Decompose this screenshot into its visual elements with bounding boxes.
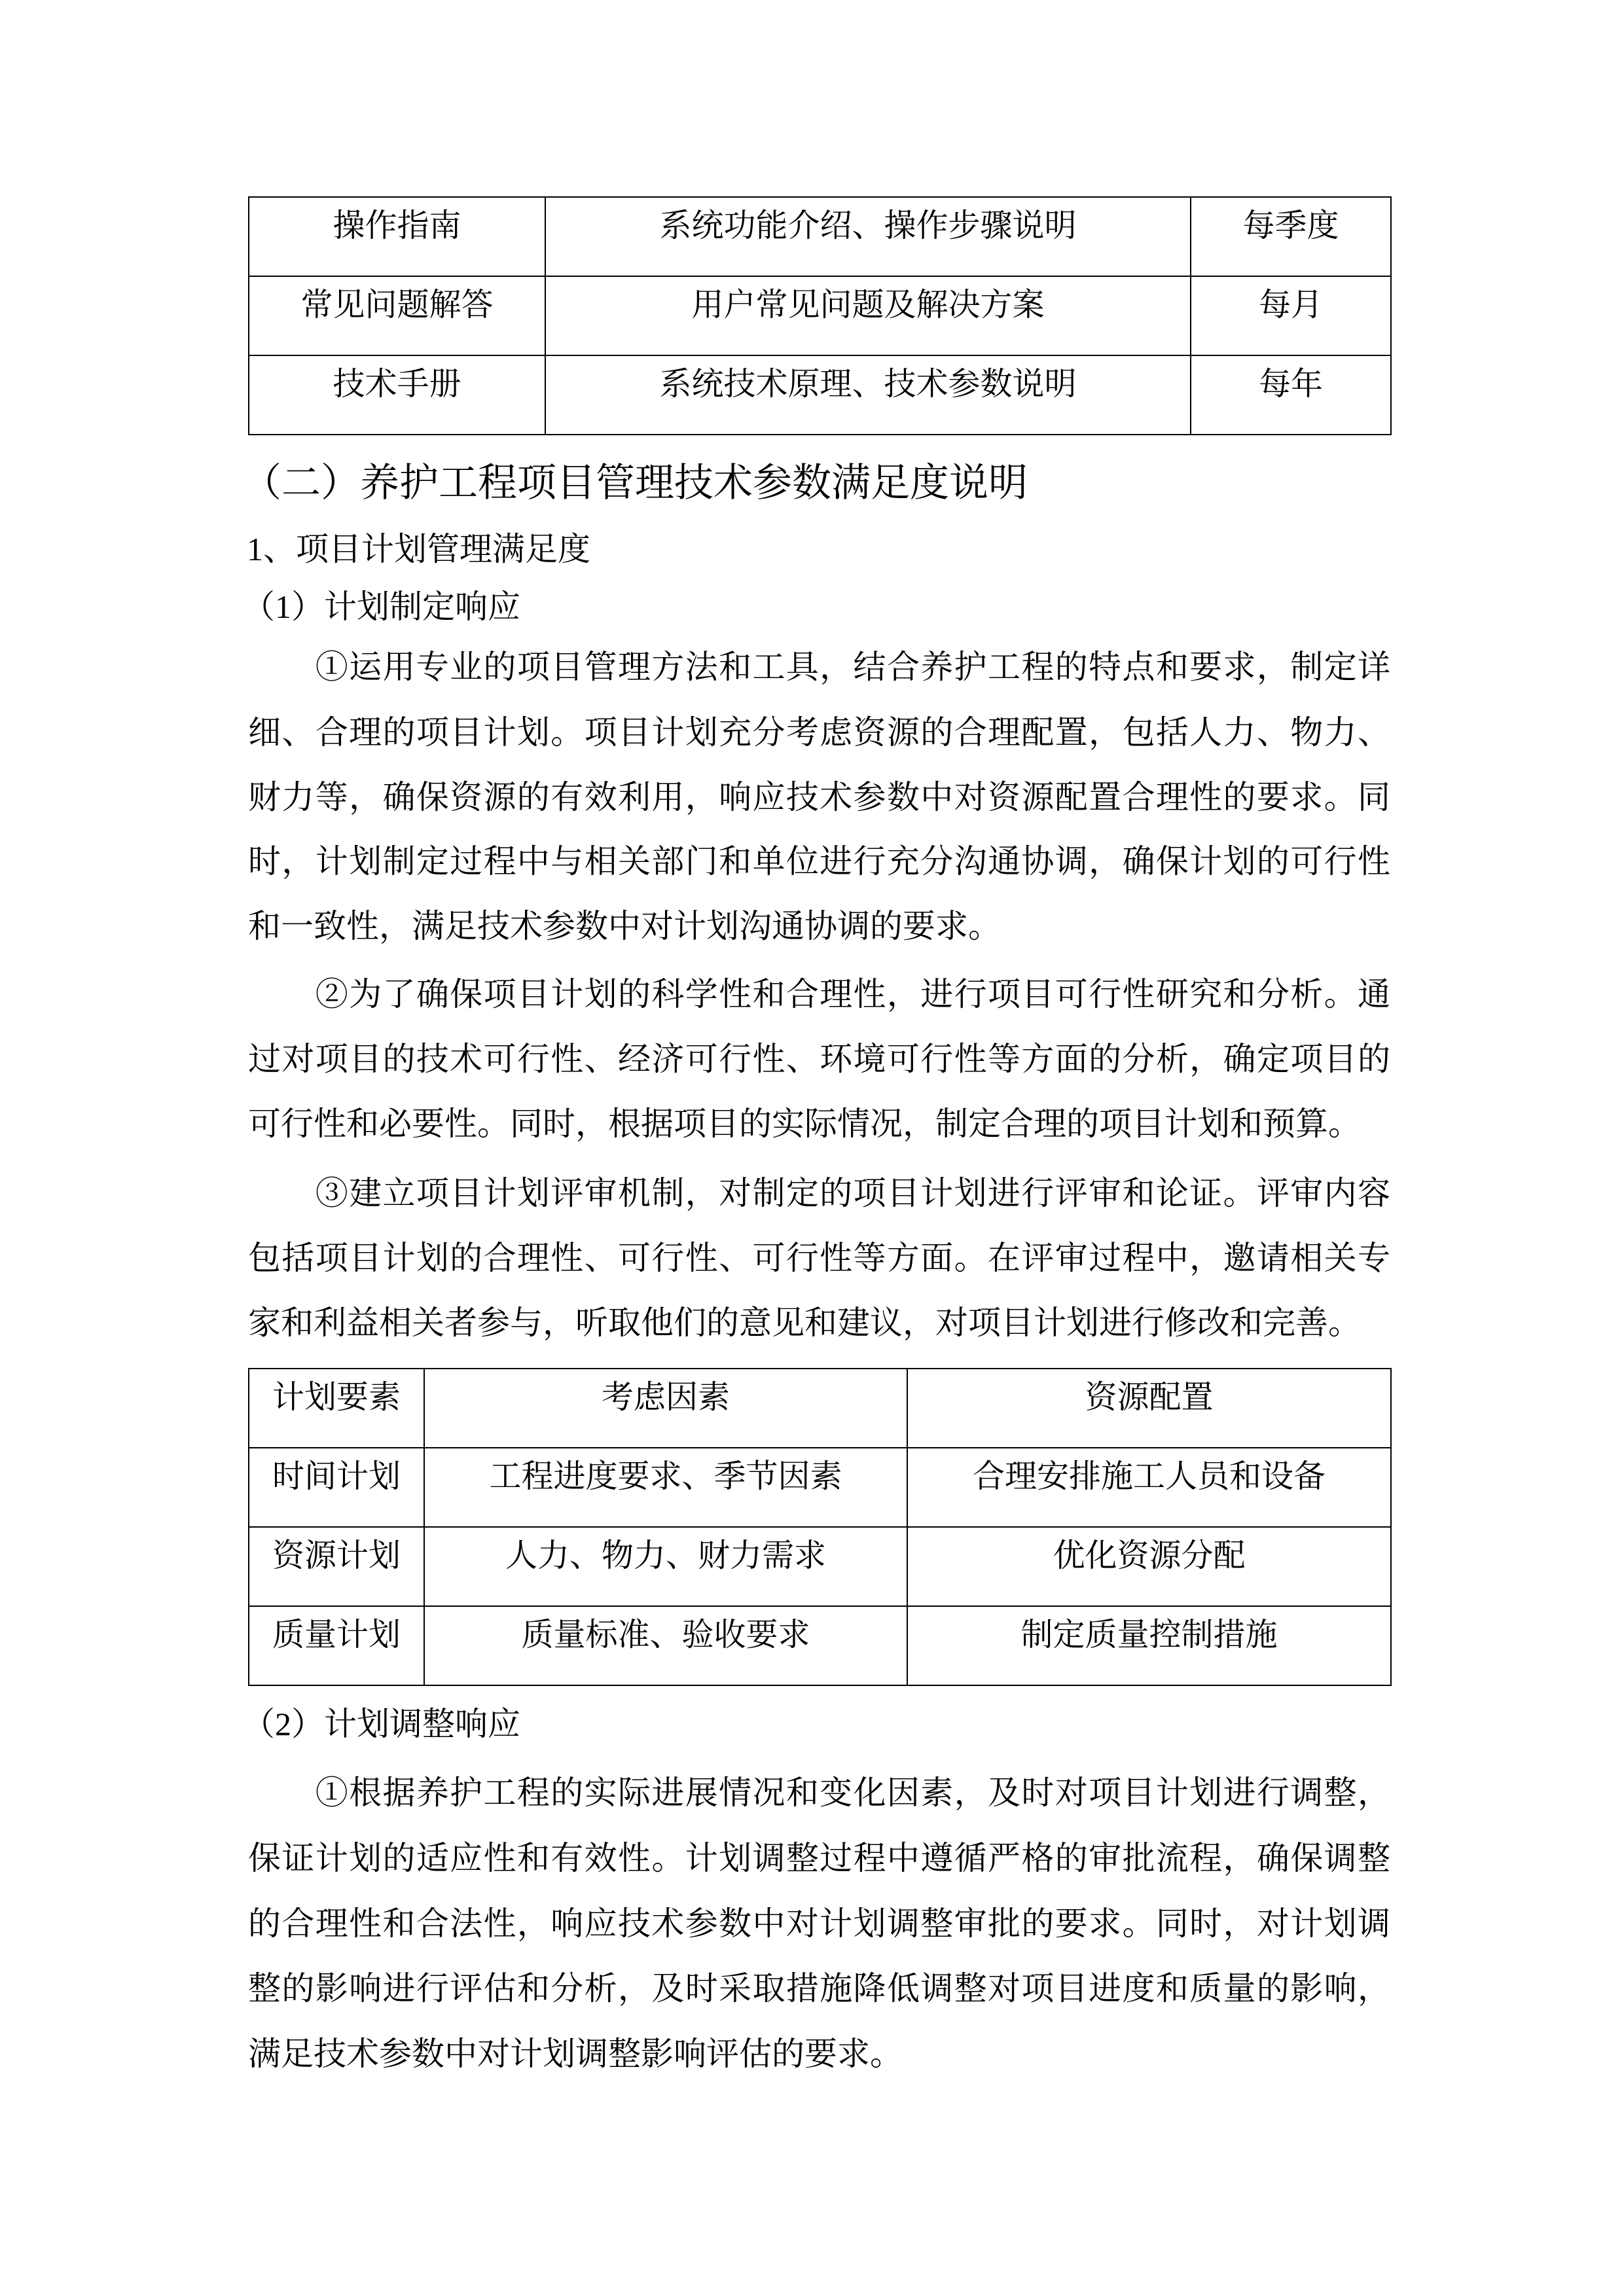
- table-cell: 工程进度要求、季节因素: [424, 1448, 907, 1527]
- table-header-cell: 计划要素: [249, 1369, 424, 1448]
- table-cell: 人力、物力、财力需求: [424, 1527, 907, 1606]
- paragraph-line: ①运用专业的项目管理方法和工具，结合养护工程的特点和要求，制定详: [248, 649, 1390, 685]
- paragraph-line: ②为了确保项目计划的科学性和合理性，进行项目可行性研究和分析。通: [248, 976, 1390, 1013]
- paragraph-line: 可行性和必要性。同时，根据项目的实际情况，制定合理的项目计划和预算。: [248, 1105, 1361, 1142]
- table-cell: 系统技术原理、技术参数说明: [545, 355, 1191, 435]
- table-row: [249, 355, 1391, 435]
- table-cell: 时间计划: [249, 1448, 424, 1527]
- table-cell: 资源计划: [249, 1527, 424, 1606]
- subheading-plan-formulation: （1）计划制定响应: [242, 588, 520, 625]
- table-cell: 用户常见问题及解决方案: [545, 276, 1191, 355]
- paragraph-line: 细、合理的项目计划。项目计划充分考虑资源的合理配置，包括人力、物力、: [248, 714, 1390, 751]
- table-header-cell: 考虑因素: [424, 1369, 907, 1448]
- table-header-row: [249, 1369, 1391, 1448]
- table-cell: 每季度: [1191, 197, 1391, 276]
- paragraph-line: 家和利益相关者参与，听取他们的意见和建议，对项目计划进行修改和完善。: [248, 1304, 1361, 1341]
- table-cell: 技术手册: [249, 355, 545, 435]
- subheading-plan-management: 1、项目计划管理满足度: [247, 531, 590, 567]
- plan-elements-table: [248, 1368, 1392, 1686]
- paragraph-line: 满足技术参数中对计划调整影响评估的要求。: [248, 2036, 903, 2072]
- table-cell: 质量计划: [249, 1606, 424, 1685]
- table-cell: 每月: [1191, 276, 1391, 355]
- table-cell: 常见问题解答: [249, 276, 545, 355]
- table-cell: 优化资源分配: [907, 1527, 1391, 1606]
- paragraph-line: 包括项目计划的合理性、可行性、可行性等方面。在评审过程中，邀请相关专: [248, 1240, 1390, 1276]
- paragraph-line: 整的影响进行评估和分析，及时采取措施降低调整对项目进度和质量的影响，: [248, 1970, 1390, 2007]
- paragraph-line: 的合理性和合法性，响应技术参数中对计划调整审批的要求。同时，对计划调: [248, 1905, 1390, 1942]
- table-row: [249, 1527, 1391, 1606]
- table-cell: 质量标准、验收要求: [424, 1606, 907, 1685]
- table-header-cell: 资源配置: [907, 1369, 1391, 1448]
- paragraph-line: 和一致性，满足技术参数中对计划沟通协调的要求。: [248, 908, 1001, 944]
- paragraph-line: 时，计划制定过程中与相关部门和单位进行充分沟通协调，确保计划的可行性: [248, 843, 1390, 880]
- table-cell: 系统功能介绍、操作步骤说明: [545, 197, 1191, 276]
- paragraph-line: 过对项目的技术可行性、经济可行性、环境可行性等方面的分析，确定项目的: [248, 1041, 1390, 1077]
- table-cell: 每年: [1191, 355, 1391, 435]
- documentation-table: [248, 196, 1392, 435]
- table-row: [249, 1606, 1391, 1685]
- table-row: [249, 197, 1391, 276]
- table-row: [249, 276, 1391, 355]
- table-cell: 操作指南: [249, 197, 545, 276]
- paragraph-line: ③建立项目计划评审机制，对制定的项目计划进行评审和论证。评审内容: [248, 1175, 1390, 1211]
- paragraph-line: ①根据养护工程的实际进展情况和变化因素，及时对项目计划进行调整，: [248, 1774, 1390, 1811]
- table-row: [249, 1448, 1391, 1527]
- paragraph-line: 财力等，确保资源的有效利用，响应技术参数中对资源配置合理性的要求。同: [248, 779, 1390, 816]
- section-heading: （二）养护工程项目管理技术参数满足度说明: [242, 461, 1028, 505]
- subheading-plan-adjustment: （2）计划调整响应: [242, 1706, 520, 1742]
- paragraph-line: 保证计划的适应性和有效性。计划调整过程中遵循严格的审批流程，确保调整: [248, 1840, 1390, 1876]
- table-cell: 制定质量控制措施: [907, 1606, 1391, 1685]
- table-cell: 合理安排施工人员和设备: [907, 1448, 1391, 1527]
